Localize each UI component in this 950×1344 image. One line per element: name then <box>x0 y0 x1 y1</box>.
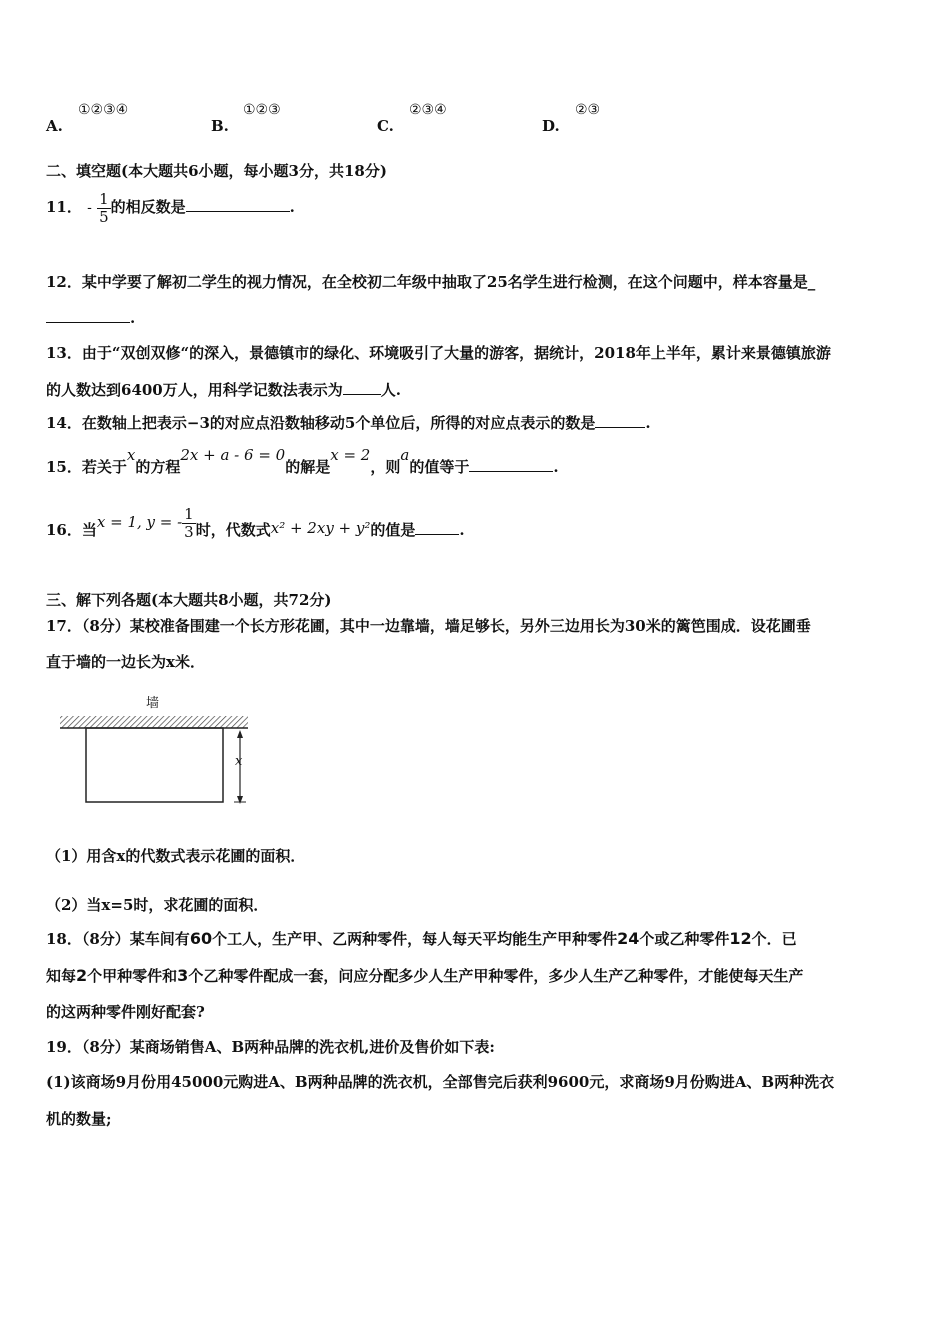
q18-n3: 3 <box>177 966 189 985</box>
q11-end: . <box>289 198 295 216</box>
q11-fraction <box>97 191 111 226</box>
question-19-line3: 机的数量; <box>46 1110 112 1128</box>
q14-end: . <box>645 414 651 432</box>
arrow-down <box>237 796 243 804</box>
option-c-label: C. <box>377 117 394 135</box>
question-19-line1: 19．（8分）某商场销售A、B两种品牌的洗衣机,进价及售价如下表: <box>46 1038 495 1056</box>
q11-frac-num: 1 <box>99 189 109 208</box>
question-15 <box>46 446 559 488</box>
q13-end: 人. <box>380 381 401 399</box>
q18-l2c: 个乙种零件配成一套，问应分配多少人生产甲种零件，多少人生产乙种零件，才能使每天生产 <box>188 967 804 985</box>
option-c-value: ②③④ <box>409 102 447 118</box>
q13-answer-blank[interactable] <box>343 380 381 395</box>
q18-l2b: 个甲种零件和 <box>87 967 178 985</box>
q15-p3: 的解是 <box>285 458 331 476</box>
q11-text: 的相反数是 <box>110 198 186 216</box>
q15-answer-blank[interactable] <box>469 457 553 472</box>
q16-answer-blank[interactable] <box>415 520 459 535</box>
q12-answer-blank[interactable] <box>46 308 130 323</box>
wall-hatch <box>60 716 248 728</box>
q15-var-a: a <box>400 446 410 464</box>
q14-text: 14．在数轴上把表示−3的对应点沿数轴移动5个单位后，所得的对应点表示的数是 <box>46 414 596 432</box>
q15-p2: 的方程 <box>135 458 181 476</box>
q15-var-x: x <box>126 446 136 464</box>
wall-label: 墙 <box>146 696 160 711</box>
q18-n60: 60 <box>189 929 213 948</box>
q15-p5: 的值等于 <box>409 458 470 476</box>
q15-p1: 15．若关于 <box>46 458 127 476</box>
q14-answer-blank[interactable] <box>595 413 645 428</box>
question-12-line2 <box>46 308 135 328</box>
q16-end: . <box>459 521 465 539</box>
q18-l1a: 18．（8分）某车间有 <box>46 930 190 948</box>
q16-frac-num: 1 <box>184 505 194 523</box>
question-18-line3: 的这两种零件刚好配套? <box>46 1003 205 1021</box>
option-b-value: ①②③ <box>243 102 281 118</box>
option-d-label: D. <box>542 117 560 135</box>
arrow-up <box>237 730 243 738</box>
q16-expression: x² + 2xy + y² <box>270 519 371 537</box>
q11-sign: - <box>87 200 92 216</box>
question-11 <box>46 190 295 226</box>
question-16 <box>46 506 465 552</box>
q17-figure <box>50 688 250 810</box>
section3-header: 三、解下列各题(本大题共8小题，共72分) <box>46 591 332 609</box>
question-14 <box>46 413 651 433</box>
q11-frac-den: 5 <box>99 207 109 226</box>
q18-l1b: 个工人，生产甲、乙两种零件，每人每天平均能生产甲种零件 <box>212 930 618 948</box>
question-18-line1 <box>46 929 797 949</box>
q16-condition: x = 1, y = - <box>96 513 183 531</box>
question-17-line1: 17．（8分）某校准备围建一个长方形花圃，其中一边靠墙，墙足够长，另外三边用长为30米的篱笆围成．设花圃垂 <box>46 617 811 635</box>
q15-end: . <box>553 458 559 476</box>
q18-n24: 24 <box>617 929 640 948</box>
question-18-line2 <box>46 966 803 986</box>
option-a-value: ①②③④ <box>78 102 129 118</box>
q16-p1: 16．当 <box>46 521 97 539</box>
question-17-line2: 直于墙的一边长为x米． <box>46 653 205 671</box>
q15-equation: 2x + a - 6 = 0 <box>180 446 286 464</box>
q11-answer-blank[interactable] <box>186 197 290 212</box>
question-17-sub2: （2）当x=5时，求花圃的面积． <box>46 896 269 914</box>
question-17-sub1: （1）用含x的代数式表示花圃的面积． <box>46 847 306 865</box>
q16-p2: 时，代数式 <box>195 521 271 539</box>
question-19-line2: (1)该商场9月份用45000元购进A、B两种品牌的洗衣机，全部售完后获利9600元，求商场9月份购进A、B两种洗衣 <box>46 1073 835 1091</box>
option-a-label: A. <box>46 117 63 135</box>
question-13-line1: 13．由于“双创双修“的深入，景德镇市的绿化、环境吸引了大量的游客，据统计，2018年上半年，累计来景德镇旅游 <box>46 344 831 362</box>
q18-l1d: 个．已 <box>751 930 797 948</box>
option-d-value: ②③ <box>575 102 601 118</box>
q18-l1c: 个或乙种零件 <box>639 930 730 948</box>
option-b-label: B. <box>211 117 229 135</box>
q11-number: 11． <box>46 198 82 216</box>
q13-text: 的人数达到6400万人，用科学记数法表示为 <box>46 381 343 399</box>
question-12-line1: 12．某中学要了解初二学生的视力情况，在全校初二年级中抽取了25名学生进行检测，在这个问题中，样本容量是_ <box>46 273 816 291</box>
q18-l2a: 知每 <box>46 967 77 985</box>
q16-frac-den: 3 <box>184 523 194 541</box>
q15-solution: x = 2 <box>330 446 371 464</box>
q16-p3: 的值是 <box>370 521 416 539</box>
side-label-x: x <box>235 754 243 769</box>
q15-p4: ，则 <box>370 458 401 476</box>
q18-n12: 12 <box>729 929 752 948</box>
garden-rect <box>86 728 223 802</box>
question-13-line2 <box>46 380 401 400</box>
q16-fraction <box>182 506 196 541</box>
section2-header: 二、填空题(本大题共6小题，每小题3分，共18分) <box>46 162 387 180</box>
q12-end: . <box>130 309 136 327</box>
q18-n2: 2 <box>76 966 88 985</box>
